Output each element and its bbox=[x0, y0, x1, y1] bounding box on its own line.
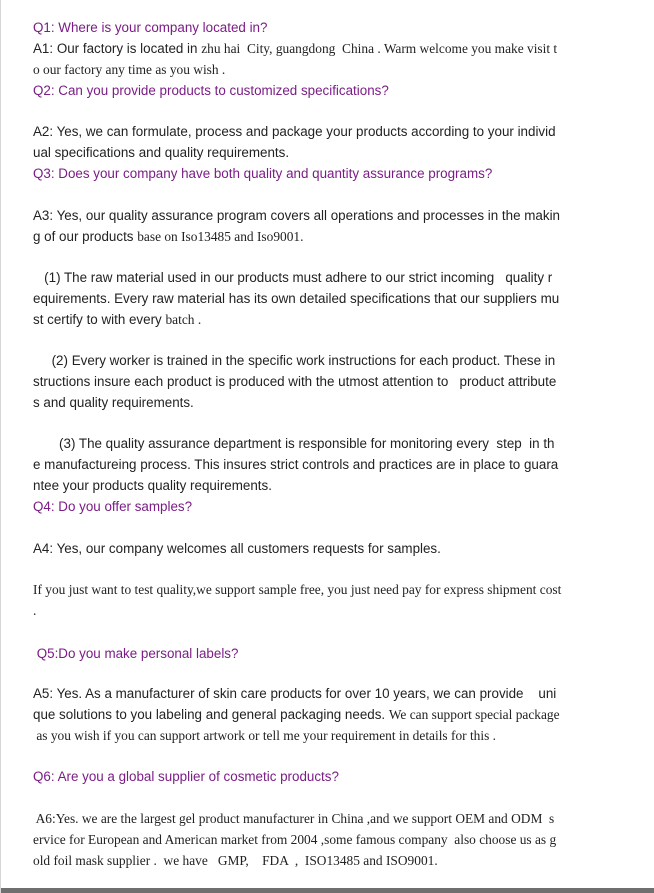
question-4: Q4: Do you offer samples? bbox=[33, 499, 193, 514]
question-6: Q6: Are you a global supplier of cosmetic products? bbox=[33, 769, 339, 784]
answer-4-line-3: . bbox=[33, 603, 37, 618]
answer-5-line-3: as you wish if you can support artwork or tell me your requirement in details for this . bbox=[33, 728, 496, 743]
point-2-line-3: s and quality requirements. bbox=[33, 395, 194, 410]
point-3-line-2: e manufactureing process. This insures strict controls and practices are in place to guara bbox=[33, 457, 559, 472]
answer-5-line-2 bbox=[33, 706, 560, 724]
point-1-line-3 bbox=[33, 311, 201, 329]
question-5: Q5:Do you make personal labels? bbox=[33, 646, 239, 661]
answer-4-line-2: If you just want to test quality,we support sample free, you just need pay for express shipment cost bbox=[33, 582, 562, 597]
answer-1-line-1-b: zhu hai City, guangdong China . Warm welcome you make visit t bbox=[201, 41, 558, 56]
point-2-line-1: (2) Every worker is trained in the specific work instructions for each product. These in bbox=[33, 353, 556, 368]
point-1-line-1: (1) The raw material used in our products must adhere to our strict incoming quality r bbox=[33, 270, 553, 285]
answer-1-line-2: o our factory any time as you wish . bbox=[33, 62, 226, 77]
question-3: Q3: Does your company have both quality and quantity assurance programs? bbox=[33, 166, 493, 181]
point-1-line-2: equirements. Every raw material has its own detailed specifications that our suppliers mu bbox=[33, 291, 560, 306]
answer-2-line-1: A2: Yes, we can formulate, process and package your products according to your individ bbox=[33, 124, 556, 139]
answer-6-line-3: old foil mask supplier . we have GMP, FDA , ISO13485 and ISO9001. bbox=[33, 853, 438, 868]
answer-6-line-1: A6:Yes. we are the largest gel product manufacturer in China ,and we support OEM and ODM s bbox=[33, 811, 555, 826]
answer-1-line-1 bbox=[33, 40, 557, 58]
point-2-line-2: structions insure each product is produced with the utmost attention to product attribute bbox=[33, 374, 557, 389]
answer-6-line-2: ervice for European and American market from 2004 ,some famous company also choose us as g bbox=[33, 832, 557, 847]
answer-2-line-2: ual specifications and quality requirements. bbox=[33, 145, 290, 160]
bottom-border bbox=[1, 888, 654, 893]
answer-5-line-2-a: que solutions to you labeling and general packaging needs. bbox=[33, 707, 389, 722]
point-1-line-3-a: st certify to with every bbox=[33, 312, 166, 327]
question-2: Q2: Can you provide products to customized specifications? bbox=[33, 83, 389, 98]
answer-3-line-2 bbox=[33, 228, 303, 246]
answer-4-line-1: A4: Yes, our company welcomes all customers requests for samples. bbox=[33, 541, 441, 556]
answer-3-line-1: A3: Yes, our quality assurance program covers all operations and processes in the makin bbox=[33, 208, 560, 223]
answer-3-line-2-b: base on Iso13485 and Iso9001. bbox=[137, 229, 304, 244]
answer-3-line-2-a: g of our products bbox=[33, 229, 138, 244]
point-3-line-1: (3) The quality assurance department is responsible for monitoring every step in th bbox=[33, 436, 555, 451]
point-1-line-3-b: batch . bbox=[165, 312, 202, 327]
answer-1-line-1-a: A1: Our factory is located in bbox=[33, 41, 202, 56]
question-1: Q1: Where is your company located in? bbox=[33, 20, 268, 35]
answer-5-line-1: A5: Yes. As a manufacturer of skin care products for over 10 years, we can provide uni bbox=[33, 686, 557, 701]
point-3-line-3: ntee your products quality requirements. bbox=[33, 478, 272, 493]
answer-5-line-2-b: We can support special package bbox=[388, 707, 560, 722]
